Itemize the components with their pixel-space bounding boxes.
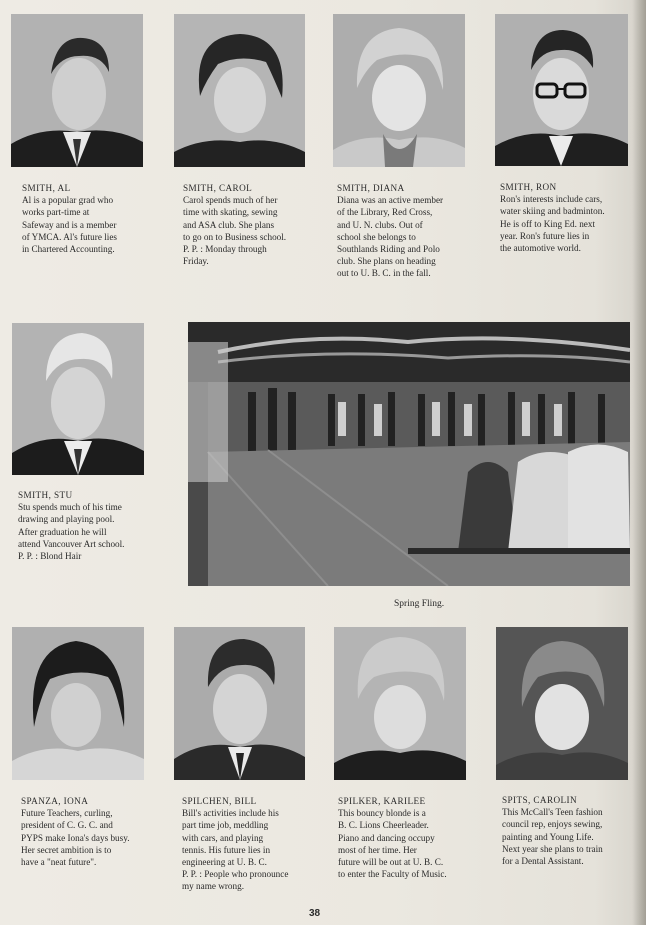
- entry-smith-carol: [183, 182, 286, 267]
- entry-spits-carolin: [502, 794, 603, 867]
- bio-line: Friday.: [183, 256, 209, 267]
- portrait-smith-stu: [12, 323, 144, 475]
- bio-line: future will be out at U. B. C.: [338, 857, 444, 868]
- photo-caption: Spring Fling.: [394, 599, 445, 609]
- bio-line: council rep, enjoys sewing,: [502, 819, 603, 830]
- entry-smith-diana: [337, 182, 443, 280]
- bio-line: president of C. G. C. and: [21, 820, 113, 831]
- entry-spanza-iona: [21, 795, 130, 868]
- bio-line: B. C. Lions Cheerleader.: [338, 820, 429, 831]
- bio-line: This McCall's Teen fashion: [502, 807, 603, 818]
- bio-line: and U. N. clubs. Out of: [337, 219, 423, 230]
- bio-line: Al is a popular grad who: [22, 195, 114, 206]
- entry-smith-al: [22, 182, 117, 255]
- bio-line: Stu spends much of his time: [18, 502, 122, 513]
- bio-line: Her secret ambition is to: [21, 844, 112, 855]
- student-name: SPITS, CAROLIN: [502, 795, 578, 805]
- bio-line: PYPS make Iona's days busy.: [21, 832, 130, 843]
- bio-line: Diana was an active member: [337, 195, 444, 206]
- bio-line: After graduation he will: [18, 526, 107, 537]
- student-name: SMITH, CAROL: [183, 183, 253, 193]
- portrait-smith-carol: [174, 14, 305, 167]
- bio-line: painting and Young Life.: [502, 831, 594, 842]
- entry-spilchen-bill: [182, 795, 288, 893]
- bio-line: have a "neat future".: [21, 857, 97, 868]
- student-name: SMITH, AL: [22, 183, 71, 193]
- bio-line: P. P. : Monday through: [183, 244, 267, 255]
- portrait-smith-diana: [333, 14, 465, 167]
- student-name: SMITH, RON: [500, 182, 557, 192]
- bio-line: Bill's activities include his: [182, 808, 279, 819]
- bio-line: tennis. His future lies in: [182, 844, 271, 855]
- bio-line: Future Teachers, curling,: [21, 808, 113, 819]
- bio-line: year. Ron's future lies in: [500, 230, 590, 241]
- bio-line: out to U. B. C. in the fall.: [337, 268, 431, 279]
- bio-line: engineering at U. B. C.: [182, 857, 267, 868]
- bio-line: attend Vancouver Art school.: [18, 538, 125, 549]
- portrait-spanza-iona: [12, 627, 144, 780]
- student-name: SMITH, DIANA: [337, 183, 405, 193]
- bio-line: works part-time at: [22, 207, 90, 218]
- bio-line: in Chartered Accounting.: [22, 244, 115, 255]
- portrait-spilchen-bill: [174, 627, 305, 780]
- portrait-smith-al: [11, 14, 143, 167]
- student-name: SPILCHEN, BILL: [182, 796, 257, 806]
- bio-line: with cars, and playing: [182, 832, 264, 843]
- bio-line: to enter the Faculty of Music.: [338, 869, 447, 880]
- book-spine-shadow: [632, 0, 646, 925]
- bio-line: school she belongs to: [337, 231, 416, 242]
- bio-line: part time job, meddling: [182, 820, 269, 831]
- bio-line: Carol spends much of her: [183, 195, 278, 206]
- bio-line: This bouncy blonde is a: [338, 808, 426, 819]
- bio-line: club. She plans on heading: [337, 256, 436, 267]
- entry-smith-ron: [500, 181, 605, 254]
- bio-line: Piano and dancing occupy: [338, 832, 435, 843]
- portrait-smith-ron: [495, 14, 628, 166]
- portrait-spilker-karilee: [334, 627, 466, 780]
- bio-line: most of her time. Her: [338, 844, 417, 855]
- bio-line: water skiing and badminton.: [500, 206, 605, 217]
- photo-spring-fling: [188, 322, 630, 586]
- bio-line: of the Library, Red Cross,: [337, 207, 433, 218]
- page-number: 38: [309, 908, 321, 919]
- bio-line: time with skating, sewing: [183, 207, 278, 218]
- bio-line: to go on to Business school.: [183, 231, 287, 242]
- bio-line: of YMCA. Al's future lies: [22, 231, 117, 242]
- bio-line: Ron's interests include cars,: [500, 194, 603, 205]
- student-name: SPILKER, KARILEE: [338, 796, 426, 806]
- student-name: SMITH, STU: [18, 490, 73, 500]
- bio-line: Next year she plans to train: [502, 843, 603, 854]
- bio-line: Safeway and is a member: [22, 219, 117, 230]
- bio-line: Southlands Riding and Polo: [337, 244, 440, 255]
- bio-line: P. P. : Blond Hair: [18, 551, 82, 562]
- entry-spilker-karilee: [338, 795, 447, 880]
- bio-line: drawing and playing pool.: [18, 514, 115, 525]
- entry-smith-stu: [18, 489, 124, 562]
- student-name: SPANZA, IONA: [21, 796, 89, 806]
- bio-line: my name wrong.: [182, 881, 245, 892]
- bio-line: for a Dental Assistant.: [502, 856, 584, 867]
- bio-line: He is off to King Ed. next: [500, 218, 596, 229]
- portrait-spits-carolin: [496, 627, 628, 780]
- bio-line: P. P. : People who pronounce: [182, 869, 289, 880]
- bio-line: and ASA club. She plans: [183, 219, 275, 230]
- bio-line: the automotive world.: [500, 243, 581, 254]
